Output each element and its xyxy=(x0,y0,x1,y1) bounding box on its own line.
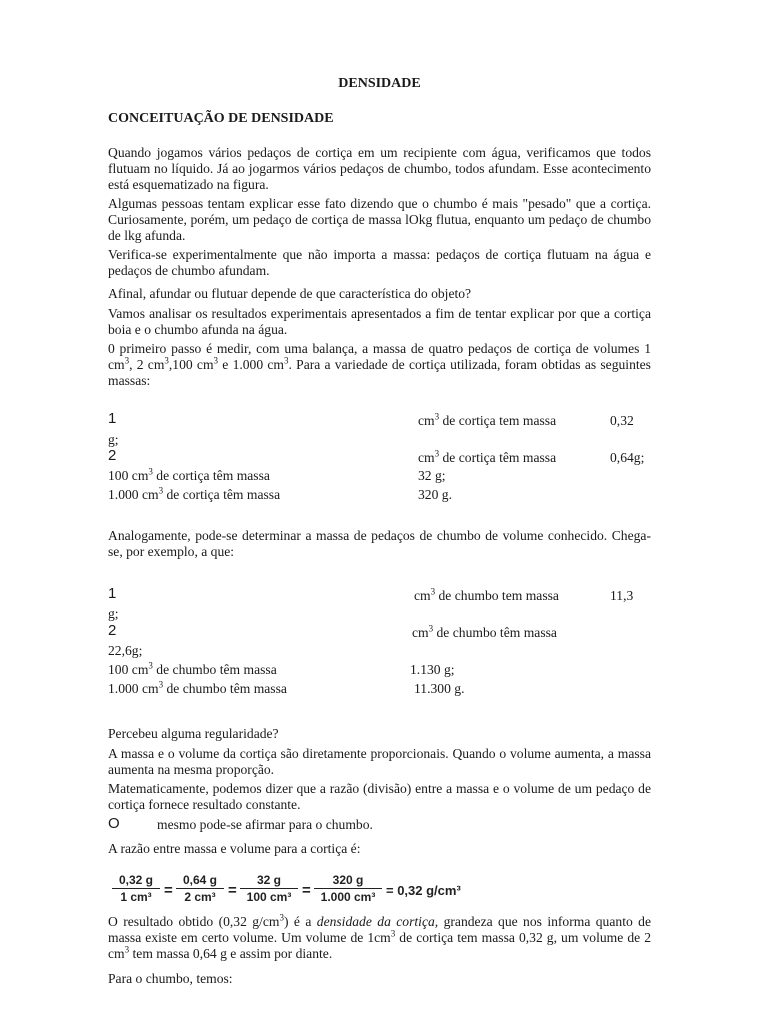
table-row-text xyxy=(108,487,280,503)
table-row-number: 1 xyxy=(108,585,117,602)
superscript: 3 xyxy=(158,485,164,496)
paragraph-1: Quando jogamos vários pedaços de cortiça em um recipiente com água, verificamos que todos flutuam no líquido. Já ao jogarmos vários pedaços de chumbo, todos afundam. Esse acontecimento está esquematizado na figura. xyxy=(108,145,651,192)
fraction-numerator: 0,64 g xyxy=(176,873,224,889)
table-row-value: 0,32 xyxy=(610,413,634,428)
paragraph-2: Algumas pessoas tentam explicar esse fato dizendo que o chumbo é mais "pesado" que a cortiça. Curiosamente, porém, um pedaço de cortiça de massa lOkg flutua, enquanto um pedaço de chumbo de lkg afunda. xyxy=(108,196,651,243)
density-equation xyxy=(112,873,461,907)
paragraph-14: Para o chumbo, temos: xyxy=(108,971,233,986)
p6-text-b: , 2 cm xyxy=(129,357,165,372)
table-row-wrap: g; xyxy=(108,432,119,447)
section-heading: CONCEITUAÇÃO DE DENSIDADE xyxy=(108,111,334,126)
paragraph-13 xyxy=(108,914,651,962)
paragraph-12: A razão entre massa e volume para a cortiça é: xyxy=(108,841,361,856)
superscript: 3 xyxy=(284,355,289,366)
row-label: de chumbo têm massa xyxy=(163,681,287,696)
row-label: de chumbo têm massa xyxy=(152,662,277,677)
table-row-text xyxy=(108,468,270,484)
superscript: 3 xyxy=(279,912,284,923)
table-row-text xyxy=(418,413,556,429)
p13-text-f: tem massa 0,64 g e assim por diante. xyxy=(129,946,333,961)
volume: 1.000 cm xyxy=(108,681,159,696)
table-row-value: 1.130 g; xyxy=(410,662,455,677)
table-row-text xyxy=(418,450,556,466)
paragraph-7: Analogamente, pode-se determinar a massa de pedaços de chumbo de volume conhecido. Chega-se, por exemplo, a que: xyxy=(108,528,651,559)
volume: 100 cm xyxy=(108,662,149,677)
superscript: 3 xyxy=(434,411,440,422)
superscript: 3 xyxy=(124,355,130,366)
row-label: de chumbo têm massa xyxy=(433,625,557,640)
superscript: 3 xyxy=(158,679,164,690)
row-label: de cortiça têm massa xyxy=(163,487,281,502)
row-label: de chumbo tem massa xyxy=(435,588,559,603)
table-row-text xyxy=(414,588,559,604)
paragraph-6 xyxy=(108,341,651,389)
table-row-number: 1 xyxy=(108,410,117,427)
fraction-1 xyxy=(112,873,160,905)
paragraph-11 xyxy=(108,816,120,832)
fraction-denominator: 2 cm³ xyxy=(184,890,216,904)
p6-text-c: ,100 cm xyxy=(168,357,214,372)
p13-text-b: ) é a xyxy=(283,914,317,929)
paragraph-3: Verifica-se experimentalmente que não importa a massa: pedaços de cortiça flutuam na água e pedaços de chumbo afundam. xyxy=(108,247,651,278)
fraction-3 xyxy=(240,873,298,905)
superscript: 3 xyxy=(164,355,169,366)
paragraph-8: Percebeu alguma regularidade? xyxy=(108,726,279,741)
volume: 100 cm xyxy=(108,468,149,483)
p6-text-e: . Para a variedade de cortiça utilizada, foram obtidas as seguintes massas: xyxy=(108,357,651,388)
p6-text-d: e 1.000 cm xyxy=(218,357,284,372)
equals-sign: = xyxy=(228,882,237,899)
paragraph-11-rest: mesmo pode-se afirmar para o chumbo. xyxy=(157,817,373,832)
p13-text-d: grandeza que nos informa quanto de massa existe em certo volume. Um volume de 1cm xyxy=(108,914,651,945)
table-row-value: 320 g. xyxy=(418,487,452,502)
fraction-denominator: 1.000 cm³ xyxy=(320,890,376,904)
superscript: 3 xyxy=(213,355,219,366)
p6-text-a: 0 primeiro passo é medir, com uma balança, a massa de quatro pedaços de cortiça de volumes 1 cm xyxy=(108,341,651,372)
table-row-value: 11,3 xyxy=(610,588,634,603)
p13-text-a: O resultado obtido (0,32 g/cm xyxy=(108,914,280,929)
fraction-numerator: 0,32 g xyxy=(112,873,160,889)
fraction-2 xyxy=(176,873,224,905)
page-title: DENSIDADE xyxy=(338,76,421,91)
paragraph-10: Matematicamente, podemos dizer que a razão (divisão) entre a massa e o volume de um pedaço de cortiça fornece resultado constante. xyxy=(108,781,651,812)
table-row-value: 11.300 g. xyxy=(414,681,465,696)
superscript: 3 xyxy=(148,660,153,671)
table-row-text xyxy=(108,662,277,678)
p11-first-word: O xyxy=(108,815,120,832)
equals-sign: = xyxy=(164,882,173,899)
superscript: 3 xyxy=(430,586,436,597)
paragraph-5: Vamos analisar os resultados experimentais apresentados a fim de tentar explicar por que a cortiça boia e o chumbo afunda na água. xyxy=(108,306,651,337)
equals-sign: = xyxy=(302,882,311,899)
superscript: 3 xyxy=(434,448,440,459)
unit: cm xyxy=(414,588,431,603)
fraction-denominator: 1 cm³ xyxy=(120,890,152,904)
fraction-numerator: 320 g xyxy=(314,873,382,889)
p13-text-e: de cortiça tem massa 0,32 g, um volume de 2 cm xyxy=(108,930,652,961)
row-label: de cortiça tem massa xyxy=(439,413,557,428)
superscript: 3 xyxy=(428,623,434,634)
table-row-value: 32 g; xyxy=(418,468,446,483)
unit: cm xyxy=(418,450,435,465)
table-row-number: 2 xyxy=(108,447,117,464)
unit: cm xyxy=(418,413,435,428)
table-row-text xyxy=(412,625,557,641)
table-row-wrap: 22,6g; xyxy=(108,643,143,658)
equation-result: = 0,32 g/cm³ xyxy=(386,883,461,898)
table-row-text xyxy=(108,681,287,697)
table-row-wrap: g; xyxy=(108,606,119,621)
unit: cm xyxy=(412,625,429,640)
table-row-value: 0,64g; xyxy=(610,450,645,465)
row-label: de cortiça têm massa xyxy=(439,450,557,465)
paragraph-4: Afinal, afundar ou flutuar depende de que característica do objeto? xyxy=(108,286,472,301)
superscript: 3 xyxy=(148,466,153,477)
density-term: densidade da cortiça, xyxy=(316,914,439,929)
superscript: 3 xyxy=(390,928,396,939)
paragraph-9: A massa e o volume da cortiça são diretamente proporcionais. Quando o volume aumenta, a massa aumenta na mesma proporção. xyxy=(108,746,651,777)
superscript: 3 xyxy=(124,944,130,955)
fraction-4 xyxy=(314,873,382,905)
volume: 1.000 cm xyxy=(108,487,159,502)
table-row-number: 2 xyxy=(108,622,117,639)
fraction-numerator: 32 g xyxy=(240,873,298,889)
row-label: de cortiça têm massa xyxy=(152,468,270,483)
fraction-denominator: 100 cm³ xyxy=(246,890,292,904)
